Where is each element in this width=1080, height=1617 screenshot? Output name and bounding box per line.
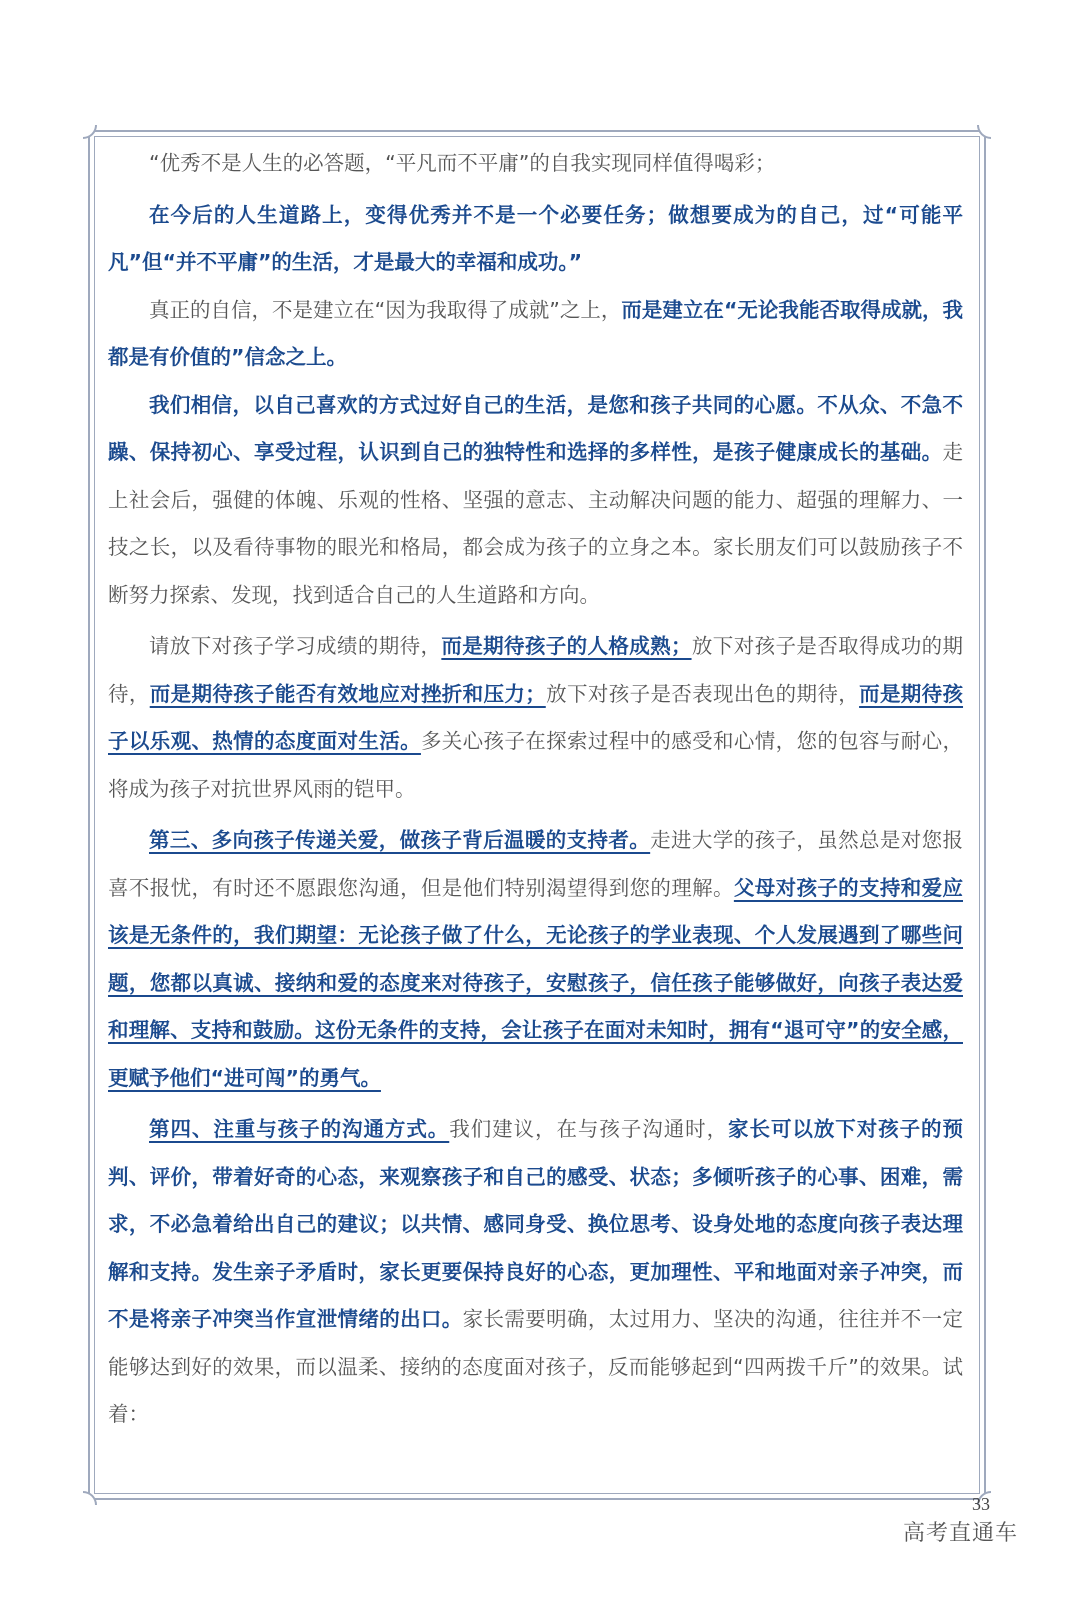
footer-brand-logo: 高考直通车 — [902, 1521, 1018, 1546]
emphasis-text: 而是建立在“无论我能否取得成就，我都是有价值的”信念之上。 — [108, 297, 963, 369]
paragraph — [108, 140, 963, 188]
frame-corner — [977, 125, 991, 139]
paragraph — [108, 382, 963, 620]
text-segment: 请放下对孩子学习成绩的期待， — [149, 634, 442, 658]
page-number: 33 — [972, 1494, 990, 1514]
text-segment: 真正的自信，不是建立在“因为我取得了成就”之上， — [149, 297, 622, 322]
text-segment: 家长需要明确，太过用力、坚决的沟通，往往并不一定能够达到好的效果，而以温柔、接纳的态度面对孩子，反而能够起到“四两拨千斤”的效果。试着： — [108, 1307, 964, 1426]
text-segment: 放下对孩子是否取得成功的期待， — [108, 634, 964, 706]
paragraph — [108, 817, 963, 1102]
text-segment: 走上社会后，强健的体魄、乐观的性格、坚强的意志、主动解决问题的能力、超强的理解力、一技之长，以及看待事物的眼光和格局，都会成为孩子的立身之本。家长朋友们可以鼓励孩子不断努力探索、发现，找到适合自己的人生道路和方向。 — [108, 440, 963, 607]
text-segment: 放下对孩子是否表现出色的期待， — [545, 681, 860, 706]
paragraph — [108, 1106, 963, 1439]
paragraph — [108, 192, 963, 287]
text-segment: 多关心孩子在探索过程中的感受和心情，您的包容与耐心，将成为孩子对抗世界风雨的铠甲。 — [108, 729, 963, 801]
emphasis-text: 家长可以放下对孩子的预判、评价，带着好奇的心态，来观察孩子和自己的感受、状态；多倾听孩子的心事、困难，需求，不必急着给出自己的建议；以共情、感同身受、换位思考、设身处地的态度向孩子表达理解和支持。发生亲子矛盾时，家长更要保持良好的心态，更加理性、平和地面对亲子冲突，而不是将亲子冲突当作宣泄情绪的出口。 — [108, 1117, 964, 1331]
frame-corner — [83, 1491, 97, 1505]
paragraph — [108, 623, 963, 813]
emphasis-text: 我们相信，以自己喜欢的方式过好自己的生活，是您和孩子共同的心愿。不从众、不急不躁、保持初心、享受过程，认识到自己的独特性和选择的多样性，是孩子健康成长的基础。 — [108, 392, 963, 464]
section-heading-third: 第三、多向孩子传递关爱，做孩子背后温暖的支持者。 — [149, 828, 651, 852]
paragraph — [108, 287, 963, 382]
underlined-emphasis: 父母对孩子的支持和爱应该是无条件的，我们期望：无论孩子做了什么，无论孩子的学业表现、个人发展遇到了哪些问题，您都以真诚、接纳和爱的态度来对待孩子，安慰孩子，信任孩子能够做好，向孩子表达爱和理解、支持和鼓励。这份无条件的支持，会让孩子在面对未知时，拥有“退可守”的安全感，更赋予他们“进可闯”的勇气。 — [108, 875, 963, 1090]
frame-corner — [83, 125, 97, 139]
text-segment: 走进大学的孩子，虽然总是对您报喜不报忧，有时还不愿跟您沟通，但是他们特别渴望得到您的理解。 — [108, 828, 964, 900]
emphasis-text: 在今后的人生道路上，变得优秀并不是一个必要任务；做想要成为的自己，过“可能平凡”但“并不平庸”的生活，才是最大的幸福和成功。” — [108, 202, 963, 274]
underlined-emphasis: 而是期待孩子能否有效地应对挫折和压力； — [149, 681, 546, 706]
underlined-emphasis: 而是期待孩子以乐观、热情的态度面对生活。 — [108, 681, 964, 753]
article-body — [108, 140, 963, 1439]
underlined-emphasis: 而是期待孩子的人格成熟； — [441, 634, 692, 658]
text-segment: “优秀不是人生的必答题，“平凡而不平庸”的自我实现同样值得喝彩； — [149, 151, 776, 175]
section-heading-fourth: 第四、注重与孩子的沟通方式。 — [149, 1117, 450, 1141]
text-segment: 我们建议，在与孩子沟通时， — [449, 1117, 729, 1141]
